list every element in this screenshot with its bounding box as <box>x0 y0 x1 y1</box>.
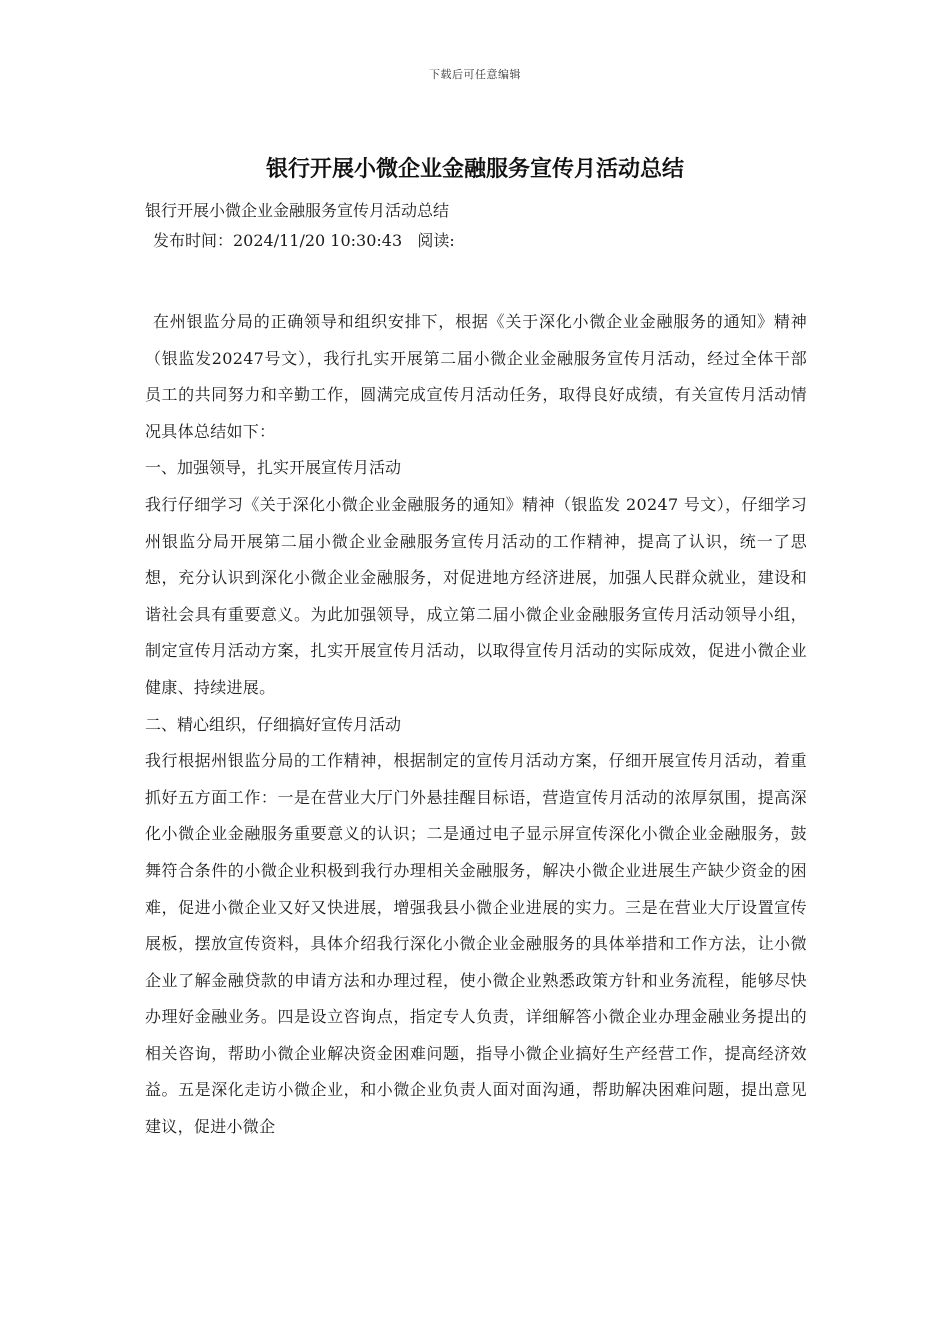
publish-meta: 发布时间：2024/11/20 10:30:43 阅读: <box>153 231 455 250</box>
section-heading-1: 一、加强领导，扎实开展宣传月活动 <box>145 458 402 478</box>
intro-paragraph: 在州银监分局的正确领导和组织安排下，根据《关于深化小微企业金融服务的通知》精神（银监发20247号文），我行扎实开展第二届小微企业金融服务宣传月活动，经过全体干部员工的共同努力和辛勤工作，圆满完成宣传月活动任务，取得良好成绩，有关宣传月活动情况具体总结如下： <box>145 312 807 441</box>
section-paragraph-1: 我行仔细学习《关于深化小微企业金融服务的通知》精神（银监发 20247 号文），仔细学习州银监分局开展第二届小微企业金融服务宣传月活动的工作精神，提高了认识，统一了思想，充分认识到深化小微企业金融服务，对促进地方经济进展，加强人民群众就业，建设和谐社会具有重要意义。为此加强领导，成立第二届小微企业金融服务宣传月活动领导小组，制定宣传月活动方案，扎实开展宣传月活动，以取得宣传月活动的实际成效，促进小微企业健康、持续进展。 <box>145 494 807 697</box>
page-header-note: 下载后可任意编辑 <box>429 68 521 81</box>
article-text <box>145 304 807 1146</box>
section-paragraph-2: 我行根据州银监分局的工作精神，根据制定的宣传月活动方案，仔细开展宣传月活动，着重抓好五方面工作：一是在营业大厅门外悬挂醒目标语，营造宣传月活动的浓厚氛围，提高深化小微企业金融服务重要意义的认识；二是通过电子显示屏宣传深化小微企业金融服务，鼓舞符合条件的小微企业积极到我行办理相关金融服务，解决小微企业进展生产缺少资金的困难，促进小微企业又好又快进展，增强我县小微企业进展的实力。三是在营业大厅设置宣传展板，摆放宣传资料，具体介绍我行深化小微企业金融服务的具体举措和工作方法，让小微企业了解金融贷款的申请方法和办理过程，使小微企业熟悉政策方针和业务流程，能够尽快办理好金融业务。四是设立咨询点，指定专人负责，详细解答小微企业办理金融业务提出的相关咨询，帮助小微企业解决资金困难问题，指导小微企业搞好生产经营工作，提高经济效益。五是深化走访小微企业，和小微企业负责人面对面沟通，帮助解决困难问题，提出意见建议，促进小微企 <box>145 751 807 1137</box>
document-title: 银行开展小微企业金融服务宣传月活动总结 <box>265 156 684 182</box>
section-heading-2: 二、精心组织，仔细搞好宣传月活动 <box>145 714 402 734</box>
document-body <box>145 196 807 1146</box>
document-subtitle: 银行开展小微企业金融服务宣传月活动总结 <box>145 201 450 220</box>
